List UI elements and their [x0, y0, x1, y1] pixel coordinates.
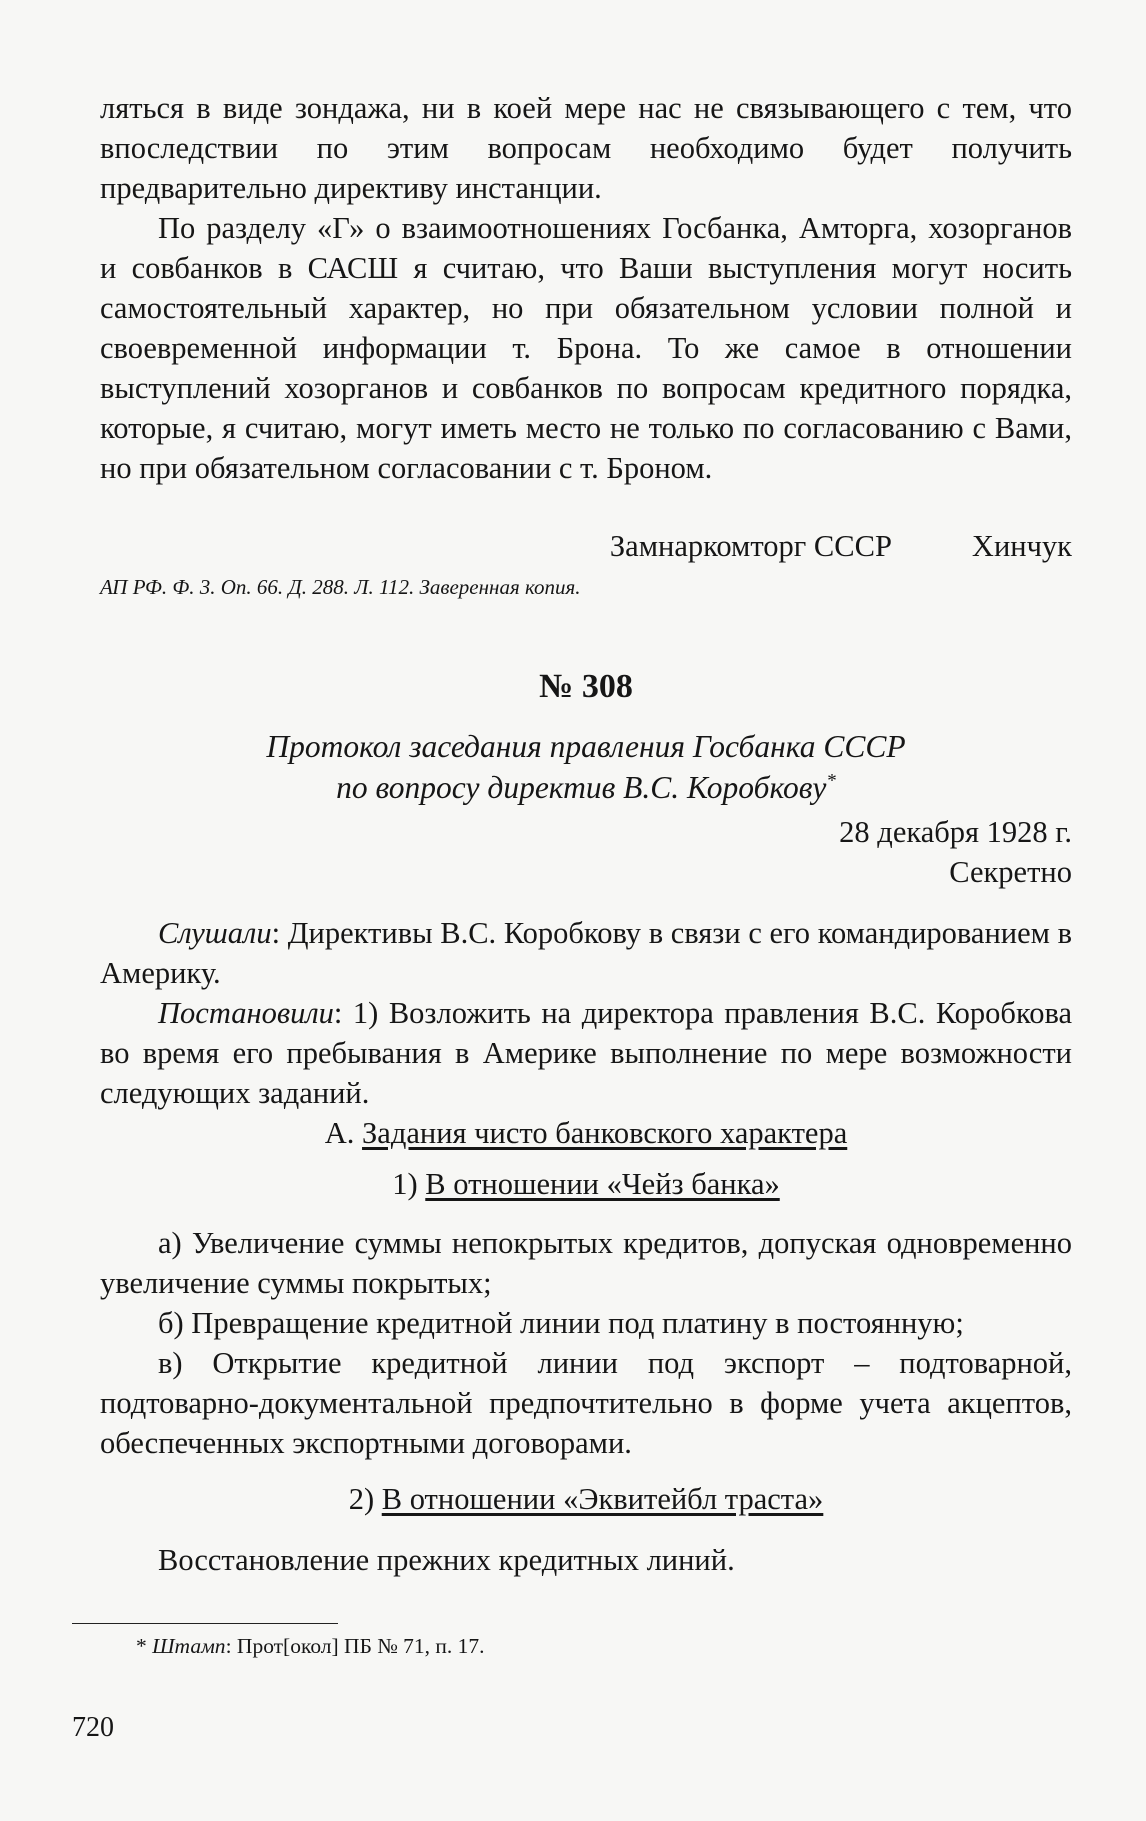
- heard-label: Слушали: [158, 916, 272, 950]
- document-title-line-1: Протокол заседания правления Госбанка СССР: [266, 729, 906, 764]
- document-date: 28 декабря 1928 г.: [839, 815, 1072, 849]
- footnote: [136, 1632, 1036, 1660]
- signature-position: Замнаркомторг СССР: [609, 529, 892, 563]
- resolved-label: Постановили: [158, 996, 334, 1030]
- footnote-text: : Прот[окол] ПБ № 71, п. 17.: [225, 1634, 485, 1658]
- subsection-1-prefix: 1): [392, 1167, 426, 1201]
- subsection-2-title: В отношении «Эквитейбл траста»: [381, 1482, 824, 1516]
- subsection-2-heading: [100, 1479, 1072, 1519]
- section-a-title: Задания чисто банковского характера: [362, 1116, 848, 1150]
- archive-source-note: АП РФ. Ф. 3. Оп. 66. Д. 288. Л. 112. Заверенная копия.: [100, 575, 581, 599]
- document-number: № 308: [539, 668, 633, 705]
- section-a-prefix: А.: [324, 1116, 363, 1150]
- footnote-reference: *: [826, 770, 836, 792]
- footnote-mark: *: [136, 1634, 147, 1658]
- page-number: 720: [72, 1712, 114, 1743]
- classification-mark: Секретно: [949, 855, 1072, 889]
- list-item-a: а) Увеличение суммы непокрытых кредитов, допуская одновременно увеличение суммы покрытых;: [100, 1226, 1072, 1300]
- subsection-2-text: Восстановление прежних кредитных линий.: [158, 1543, 735, 1577]
- list-item-v: в) Открытие кредитной линии под экспорт – подтоварной, подтоварно-документальной предпочтительно в форме учета акцептов, обеспеченных экспортными договорами.: [100, 1346, 1072, 1460]
- footnote-divider: [72, 1623, 338, 1624]
- document-title: [100, 726, 1072, 808]
- heard-text: : Директивы В.С. Коробкову в связи с его командированием в Америку.: [100, 916, 1072, 990]
- resolved-text: : 1) Возложить на директора правления В.С. Коробкова во время его пребывания в Америке выполнение по мере возможности следующих заданий.: [100, 996, 1072, 1110]
- subsection-1-heading: [100, 1164, 1072, 1204]
- list-item-b: б) Превращение кредитной линии под платину в постоянную;: [158, 1306, 964, 1340]
- heard-paragraph: [100, 913, 1072, 993]
- signature-name: Хинчук: [971, 529, 1072, 563]
- resolved-paragraph: [100, 993, 1072, 1113]
- continuation-paragraph: ляться в виде зондажа, ни в коей мере нас не связывающего с тем, что впоследствии по этим вопросам необходимо будет получить предварительно директиву инстанции.: [100, 91, 1072, 205]
- document-title-line-2: по вопросу директив В.С. Коробкову: [336, 770, 827, 805]
- signature-line: [100, 526, 1072, 566]
- footnote-label: Штамп: [152, 1634, 226, 1658]
- subsection-2-prefix: 2): [348, 1482, 382, 1516]
- section-a-heading: [100, 1113, 1072, 1153]
- subsection-1-title: В отношении «Чейз банка»: [425, 1167, 780, 1201]
- paragraph-section-g: По разделу «Г» о взаимоотношениях Госбанка, Амторга, хозорганов и совбанков в САСШ я считаю, что Ваши выступления могут носить самостоятельный характер, но при обязательном условии полной и своевременной информации т. Брона. То же самое в отношении выступлений хозорганов и совбанков по вопросам кредитного порядка, которые, я считаю, могут иметь место не только по согласованию с Вами, но при обязательном согласовании с т. Броном.: [100, 211, 1072, 485]
